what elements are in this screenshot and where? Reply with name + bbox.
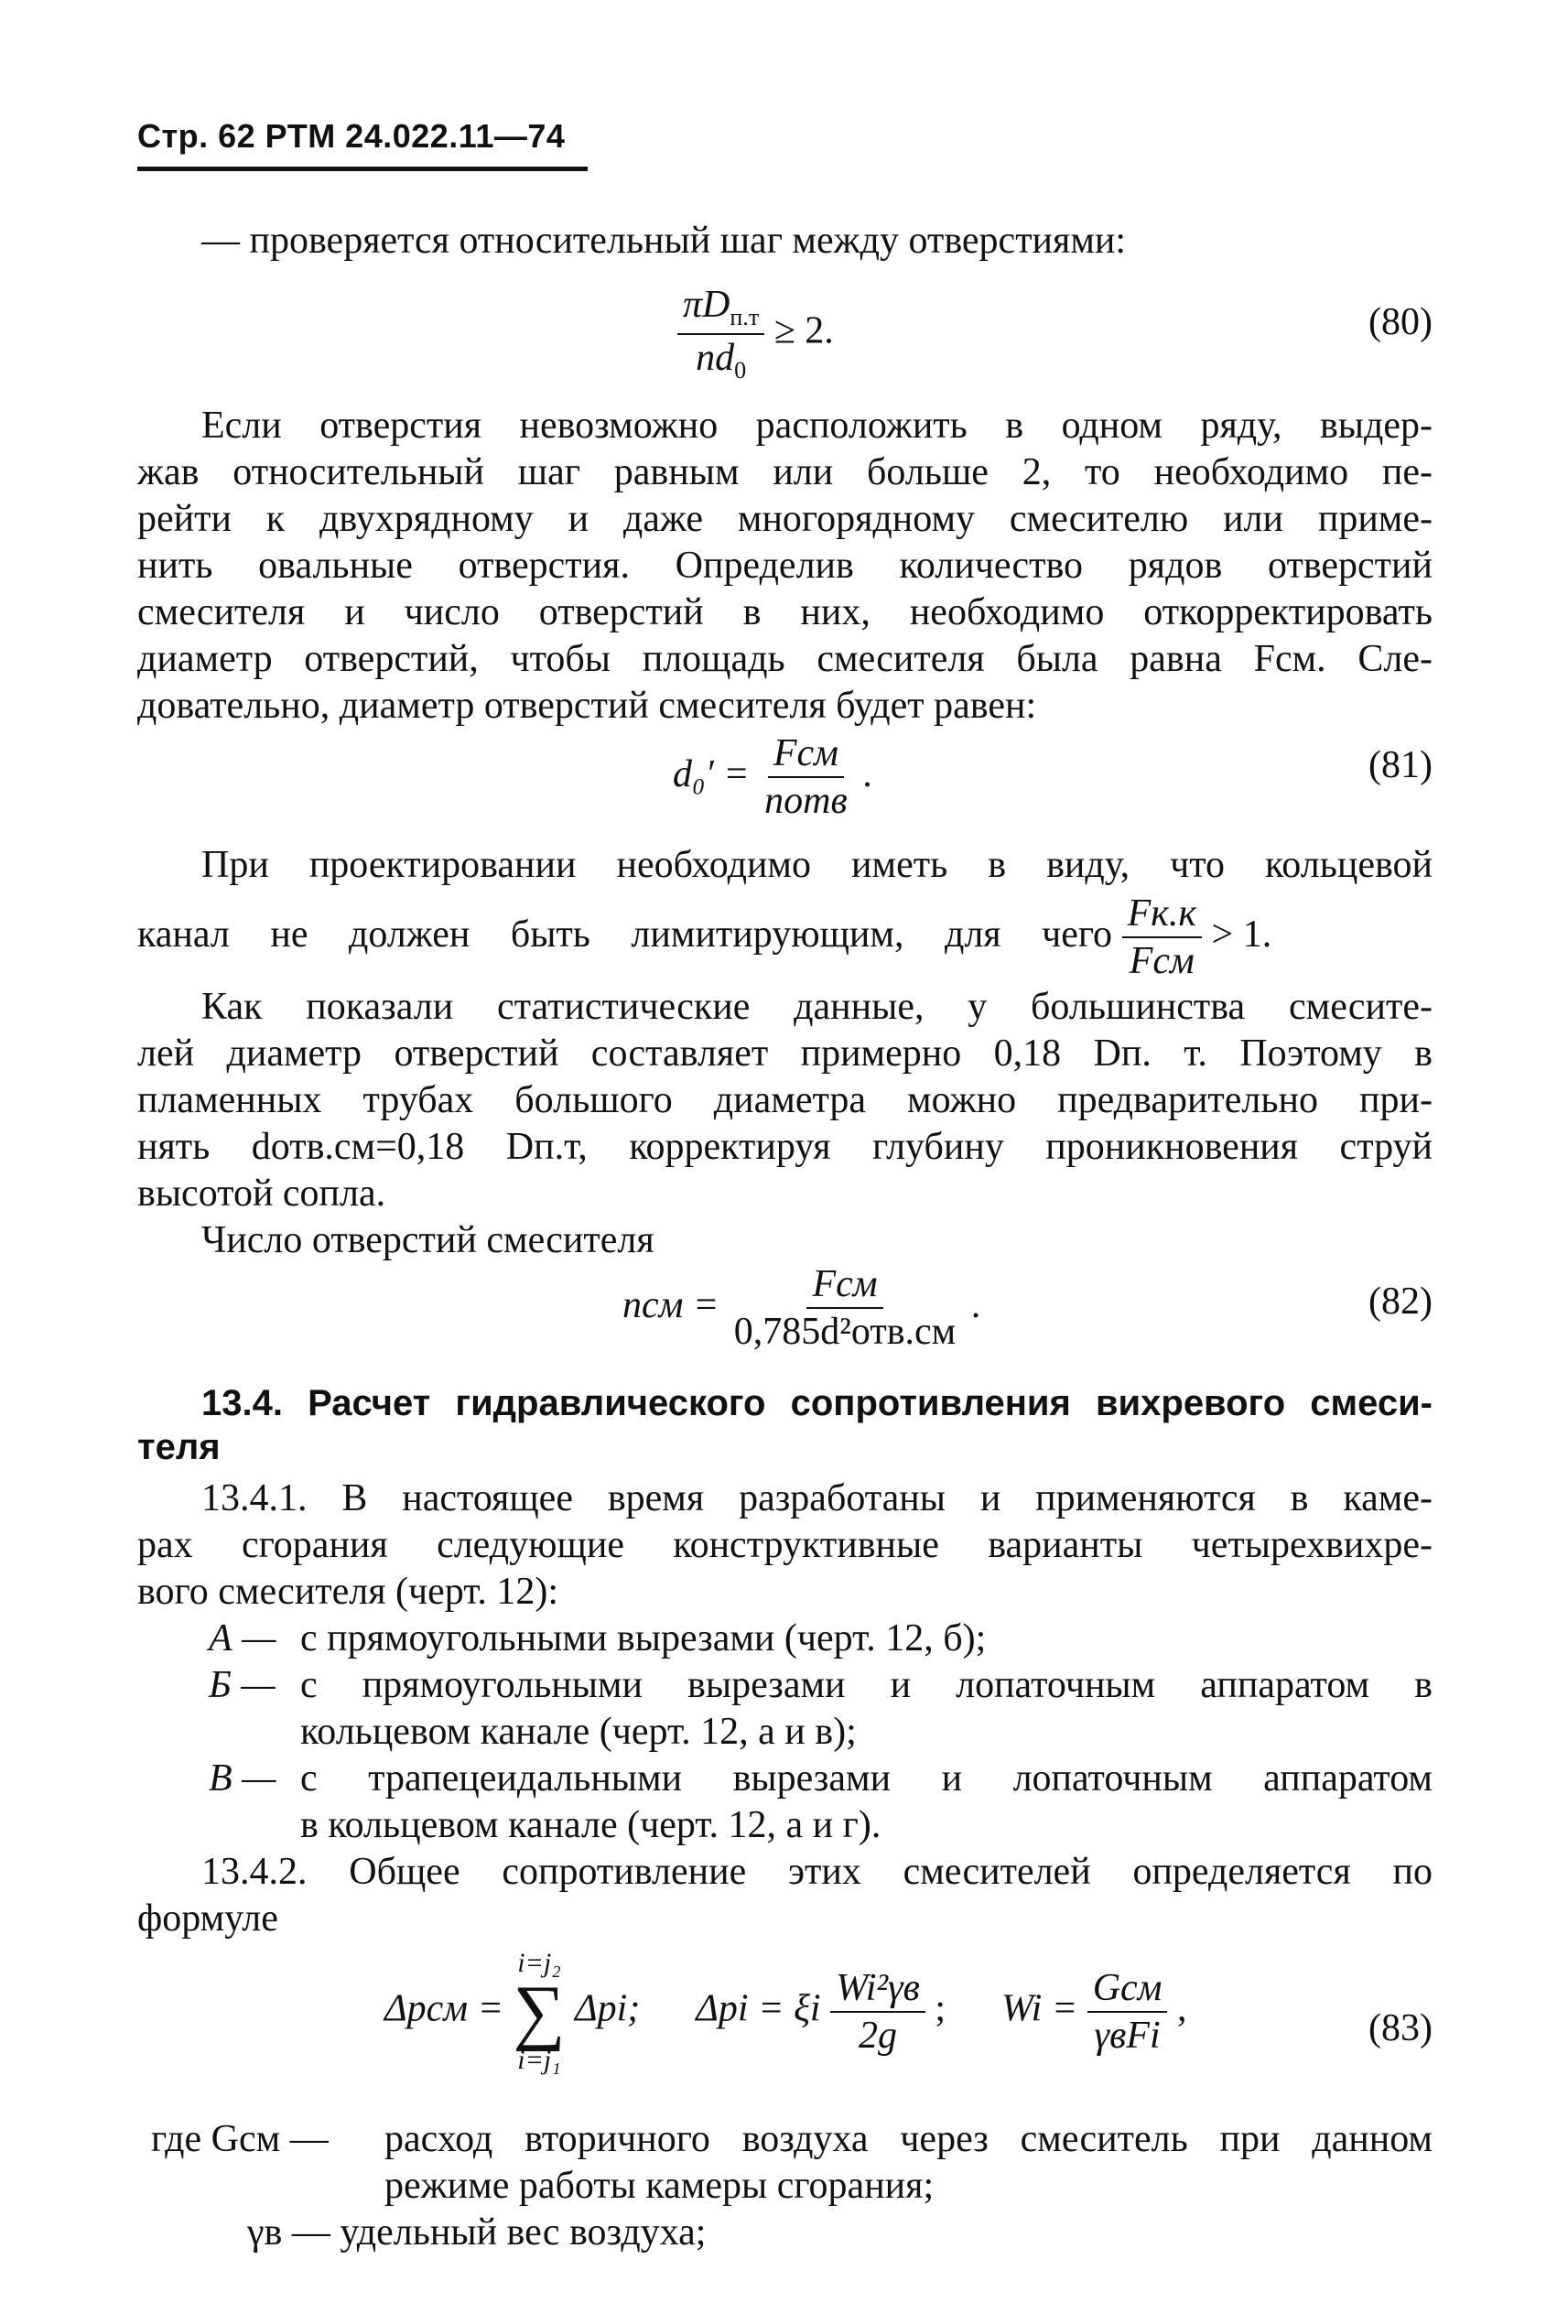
eq80-num: πD	[683, 284, 730, 326]
para6-line: формуле	[137, 1897, 278, 1940]
paragraph-2-line-2	[137, 892, 1437, 982]
eq82-lhs: nсм =	[622, 1283, 719, 1326]
eq81-tail: .	[862, 752, 872, 795]
eq83-tail: ,	[1176, 1987, 1187, 2030]
eq82-tail: .	[970, 1283, 981, 1326]
para2-line: При проектировании необходимо иметь в виду, что кольцевой	[201, 844, 1433, 886]
eq83-frac1-den: 2g	[858, 2015, 897, 2057]
para3-line: Как показали статистические данные, у большинства смесите-	[201, 986, 1433, 1028]
para1-line: довательно, диаметр отверстий смесителя будет равен:	[137, 685, 1037, 727]
eq83-part3: Δpi = ξi	[696, 1987, 821, 2030]
para1-line: диаметр отверстий, чтобы площадь смесителя была равна Fсм. Сле-	[137, 638, 1433, 680]
para3-line: высотой сопла.	[137, 1173, 386, 1215]
definition-text: удельный вес воздуха;	[340, 2211, 707, 2254]
paragraph-5	[137, 1475, 1433, 1616]
paragraph-4	[201, 1217, 1433, 1264]
para5-line: рах сгорания следующие конструктивные варианты четырехвихре-	[137, 1524, 1433, 1566]
eq82-num: Fсм	[812, 1263, 878, 1305]
section-heading-line: 13.4. Расчет гидравлического сопротивления вихревого смеси-	[201, 1383, 1433, 1423]
eq82-den: 0,785d²отв.см	[733, 1311, 957, 1354]
eq83-frac1-num: Wi²γв	[836, 1966, 920, 2009]
eq83-number: (83)	[1368, 2007, 1433, 2049]
eq83-part1: Δpсм =	[384, 1987, 503, 2030]
para2-frac-den: Fсм	[1129, 940, 1195, 983]
eq83-fraction-2	[1087, 1967, 1168, 2057]
intro-line: — проверяется относительный шаг между отверстиями:	[201, 220, 1127, 262]
eq81-num: Fсм	[773, 732, 838, 774]
para5-line: вого смесителя (черт. 12):	[137, 1571, 559, 1613]
para1-line: смесителя и число отверстий в них, необходимо откорректировать	[137, 591, 1433, 633]
para1-line: жав относительный шаг равным или больше 2, то необходимо пе-	[137, 451, 1433, 493]
variant-text: в кольцевом канале (черт. 12, а и г).	[300, 1804, 881, 1846]
eq82-fraction	[729, 1263, 961, 1353]
definition-symbol: где Gсм —	[151, 2118, 329, 2160]
para5-line: 13.4.1. В настоящее время разработаны и применяются в каме-	[201, 1477, 1433, 1519]
eq81-den: nотв	[764, 780, 848, 823]
variant-label: А —	[209, 1617, 276, 1659]
equation-83	[384, 1950, 1186, 2074]
variant-label: В —	[209, 1757, 276, 1800]
variant-a	[209, 1616, 1433, 1662]
definition-text: расход вторичного воздуха через смеситель при данном	[384, 2118, 1433, 2160]
variant-label: Б —	[209, 1664, 276, 1706]
paragraph-6	[137, 1849, 1433, 1942]
eq83-part2: Δpi;	[574, 1987, 641, 2030]
eq83-part4: ;	[935, 1987, 946, 2030]
variant-text: кольцевом канале (черт. 12, а и в);	[300, 1711, 857, 1753]
variant-c	[209, 1756, 1433, 1849]
eq83-frac2-den: γвFi	[1094, 2015, 1161, 2057]
equation-80	[677, 284, 834, 384]
eq81-fraction	[759, 732, 853, 822]
definition-symbol: γв —	[247, 2211, 330, 2254]
equation-81	[673, 732, 872, 822]
eq81-lhs: d₀′ =	[673, 752, 750, 795]
paragraph-1	[137, 403, 1433, 730]
para1-line: Если отверстия невозможно расположить в одном ряду, выдер-	[201, 405, 1433, 447]
definition-1	[151, 2116, 1433, 2210]
para3-line: лей диаметр отверстий составляет примерно 0,18 Dп. т. Поэтому в	[137, 1032, 1433, 1075]
header-rule	[137, 167, 588, 171]
paragraph-3	[137, 984, 1433, 1217]
para1-line: рейти к двухрядному и даже многорядному смесителю или приме-	[137, 498, 1433, 540]
para3-line: нять dотв.см=0,18 Dп.т, корректируя глубину проникновения струй	[137, 1126, 1433, 1168]
para6-line: 13.4.2. Общее сопротивление этих смесителей определяется по	[201, 1851, 1433, 1893]
para2-line2: канал не должен быть лимитирующим, для чего	[137, 913, 1113, 956]
section-heading-line: теля	[137, 1427, 221, 1467]
definition-text: режиме работы камеры сгорания;	[384, 2165, 935, 2207]
sum-symbol	[513, 1950, 565, 2074]
eq80-fraction	[677, 284, 764, 384]
para1-line: нить овальные отверстия. Определив количество рядов отверстий	[137, 545, 1433, 587]
para4-line: Число отверстий смесителя	[201, 1219, 654, 1261]
definition-2	[247, 2210, 1437, 2256]
variant-text: с прямоугольными вырезами (черт. 12, б);	[300, 1617, 987, 1659]
eq82-number: (82)	[1368, 1281, 1433, 1323]
sum-bottom: i=j₁	[517, 2045, 561, 2075]
variant-text: с прямоугольными вырезами и лопаточным аппаратом в	[300, 1664, 1433, 1706]
eq83-frac2-num: Gсм	[1092, 1966, 1162, 2009]
eq80-den: nd	[696, 336, 735, 379]
para3-line: пламенных трубах большого диаметра можно предварительно при-	[137, 1079, 1433, 1121]
eq80-relation: ≥ 2.	[773, 309, 834, 352]
eq80-den-sub: 0	[734, 356, 747, 384]
eq83-part5: Wi =	[1001, 1987, 1078, 2030]
page-header: Стр. 62 РТМ 24.022.11—74	[137, 117, 566, 155]
para2-frac-num: Fк.к	[1127, 892, 1197, 935]
section-heading-cont	[137, 1424, 1368, 1470]
eq83-fraction-1	[830, 1967, 925, 2057]
para2-fraction	[1122, 892, 1202, 982]
equation-82	[622, 1263, 980, 1353]
variant-text: с трапецеидальными вырезами и лопаточным аппаратом	[300, 1757, 1433, 1800]
sigma-icon: ∑	[513, 1972, 566, 2052]
para2-relation: > 1.	[1211, 913, 1272, 956]
eq80-num-sub: п.т	[730, 304, 760, 331]
paragraph-2	[201, 842, 1433, 889]
intro-paragraph	[201, 218, 1433, 265]
section-heading	[201, 1380, 1433, 1426]
variant-b	[209, 1662, 1433, 1756]
sum-top: i=j₂	[517, 1948, 561, 1978]
eq80-number: (80)	[1368, 301, 1433, 343]
eq81-number: (81)	[1368, 744, 1433, 786]
